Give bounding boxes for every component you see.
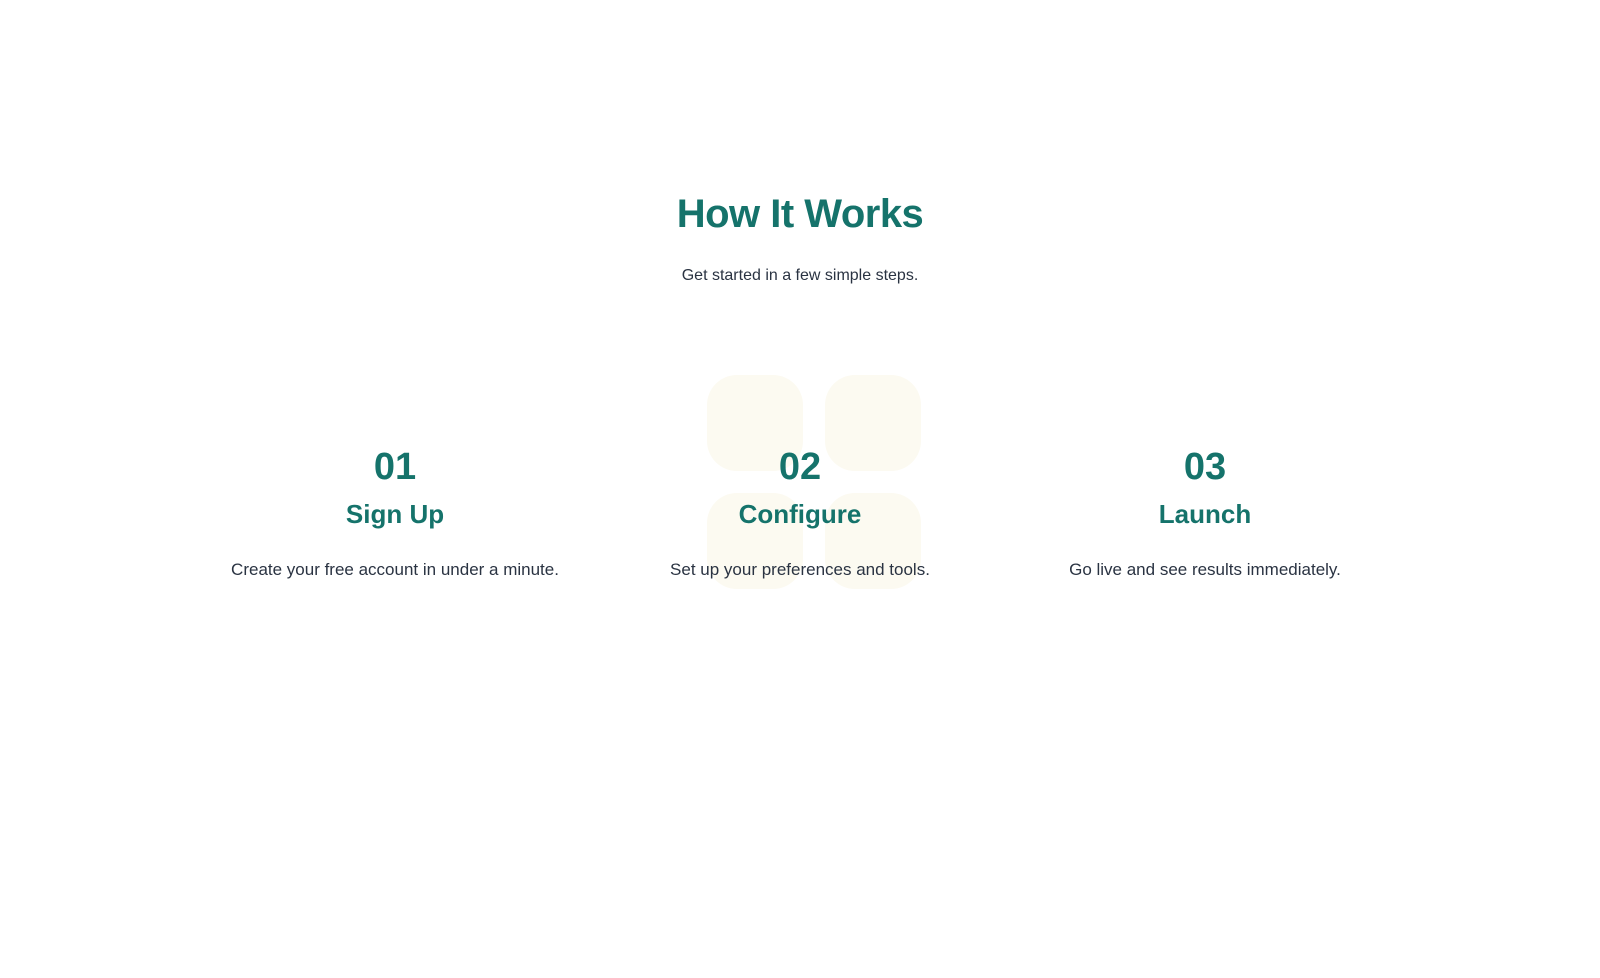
step-description: Create your free account in under a minute. — [231, 560, 559, 579]
section-title: How It Works — [676, 192, 924, 236]
step-content — [193, 448, 598, 579]
step-title: Launch — [1158, 499, 1252, 529]
step-number: 02 — [778, 446, 822, 488]
steps-row — [193, 358, 1408, 658]
step-content — [598, 448, 1003, 579]
step-launch — [1003, 358, 1408, 658]
section-subtitle: Get started in a few simple steps. — [681, 267, 919, 284]
step-sign-up — [193, 358, 598, 658]
step-number: 03 — [1183, 446, 1227, 488]
step-content — [1003, 448, 1408, 579]
step-number: 01 — [373, 446, 417, 488]
step-title: Sign Up — [345, 499, 445, 529]
step-description: Go live and see results immediately. — [1069, 560, 1341, 579]
step-description: Set up your preferences and tools. — [670, 560, 930, 579]
step-title: Configure — [738, 499, 862, 529]
step-configure — [598, 358, 1003, 658]
